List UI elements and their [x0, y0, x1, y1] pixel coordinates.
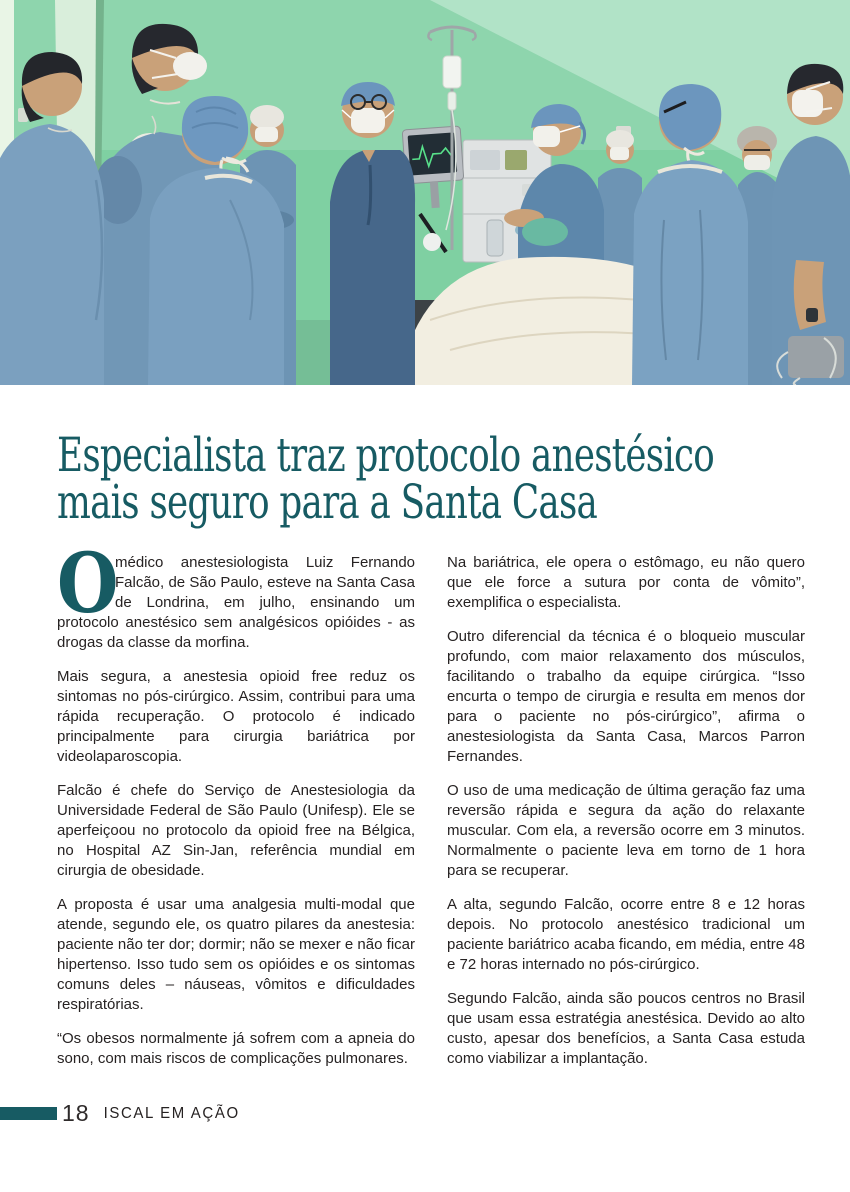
headline-line-1: Especialista traz protocolo anestésico: [57, 428, 714, 483]
article-body: [57, 536, 805, 1083]
right-column: [447, 553, 805, 1083]
headline-line-2: mais seguro para a Santa Casa: [57, 475, 598, 530]
footer-accent-bar: [0, 1107, 57, 1120]
paragraph: “Os obesos normalmente já sofrem com a apneia do sono, com mais riscos de complicações pulmonares.: [57, 1030, 415, 1067]
article-headline: [57, 428, 714, 530]
paragraph: O uso de uma medicação de última geração faz uma reversão rápida e segura da ação do relaxante muscular. Com ela, a reversão ocorre em 3 minutos. Normalmente o paciente leva em torno de 1 hora para se recuperar.: [447, 782, 805, 879]
paragraph: Outro diferencial da técnica é o bloqueio muscular profundo, com maior relaxamento dos músculos, facilitando o trabalho da equipe cirúrgica. “Isso encurta o tempo de cirurgia e resulta em menos dor para o paciente no pós-cirúrgico”, afirma o anestesiologista da Santa Casa, Marcos Parron Fernandes.: [447, 628, 805, 765]
page-number: 18: [62, 1099, 90, 1126]
paragraph: Na bariátrica, ele opera o estômago, eu não quero que ele force a sutura por conta de vômito”, exemplifica o especialista.: [447, 554, 805, 611]
left-column: [57, 536, 415, 1083]
section-label: ISCAL EM AÇÃO: [103, 1104, 240, 1122]
paragraph: Falcão é chefe do Serviço de Anestesiologia da Universidade Federal de São Paulo (Unifesp). Ele se aperfeiçoou no protocolo da opioid free na Bélgica, no Hospital AZ Sin-Jan, referência mundial em cirurgia de obesidade.: [57, 782, 415, 879]
paragraph: Segundo Falcão, ainda são poucos centros no Brasil que usam essa estratégia anestésica. Devido ao alto custo, apesar dos benefícios, a Santa Casa estuda como viabilizar a implantação.: [447, 990, 805, 1067]
paragraph: Mais segura, a anestesia opioid free reduz os sintomas no pós-cirúrgico. Assim, contribui para uma rápida recuperação. O protocolo é indicado principalmente para cirurgia bariátrica por videolaparoscopia.: [57, 668, 415, 765]
drop-cap: O: [57, 536, 119, 632]
paragraph: A alta, segundo Falcão, ocorre entre 8 e 12 horas depois. No protocolo anestésico tradicional um paciente bariátrico acaba ficando, em média, entre 48 e 72 horas internado no pós-cirúrgico.: [447, 896, 805, 973]
page-footer: [0, 1100, 240, 1126]
operating-room-photo: [0, 0, 850, 385]
paragraph: O médico anestesiologista Luiz Fernando Falcão, de São Paulo, esteve na Santa Casa de Londrina, em julho, ensinando um protocolo anestésico sem analgésicos opióides - as drogas da classe da morfina.: [57, 536, 415, 651]
paragraph: A proposta é usar uma analgesia multi-modal que atende, segundo ele, os quatro pilares da anestesia: paciente não ter dor; dormir; não se mexer e não ficar hipertenso. Isso tudo sem os opióides e os sintomas comuns deles – náuseas, vômitos e dificuldades respiratórias.: [57, 896, 415, 1013]
